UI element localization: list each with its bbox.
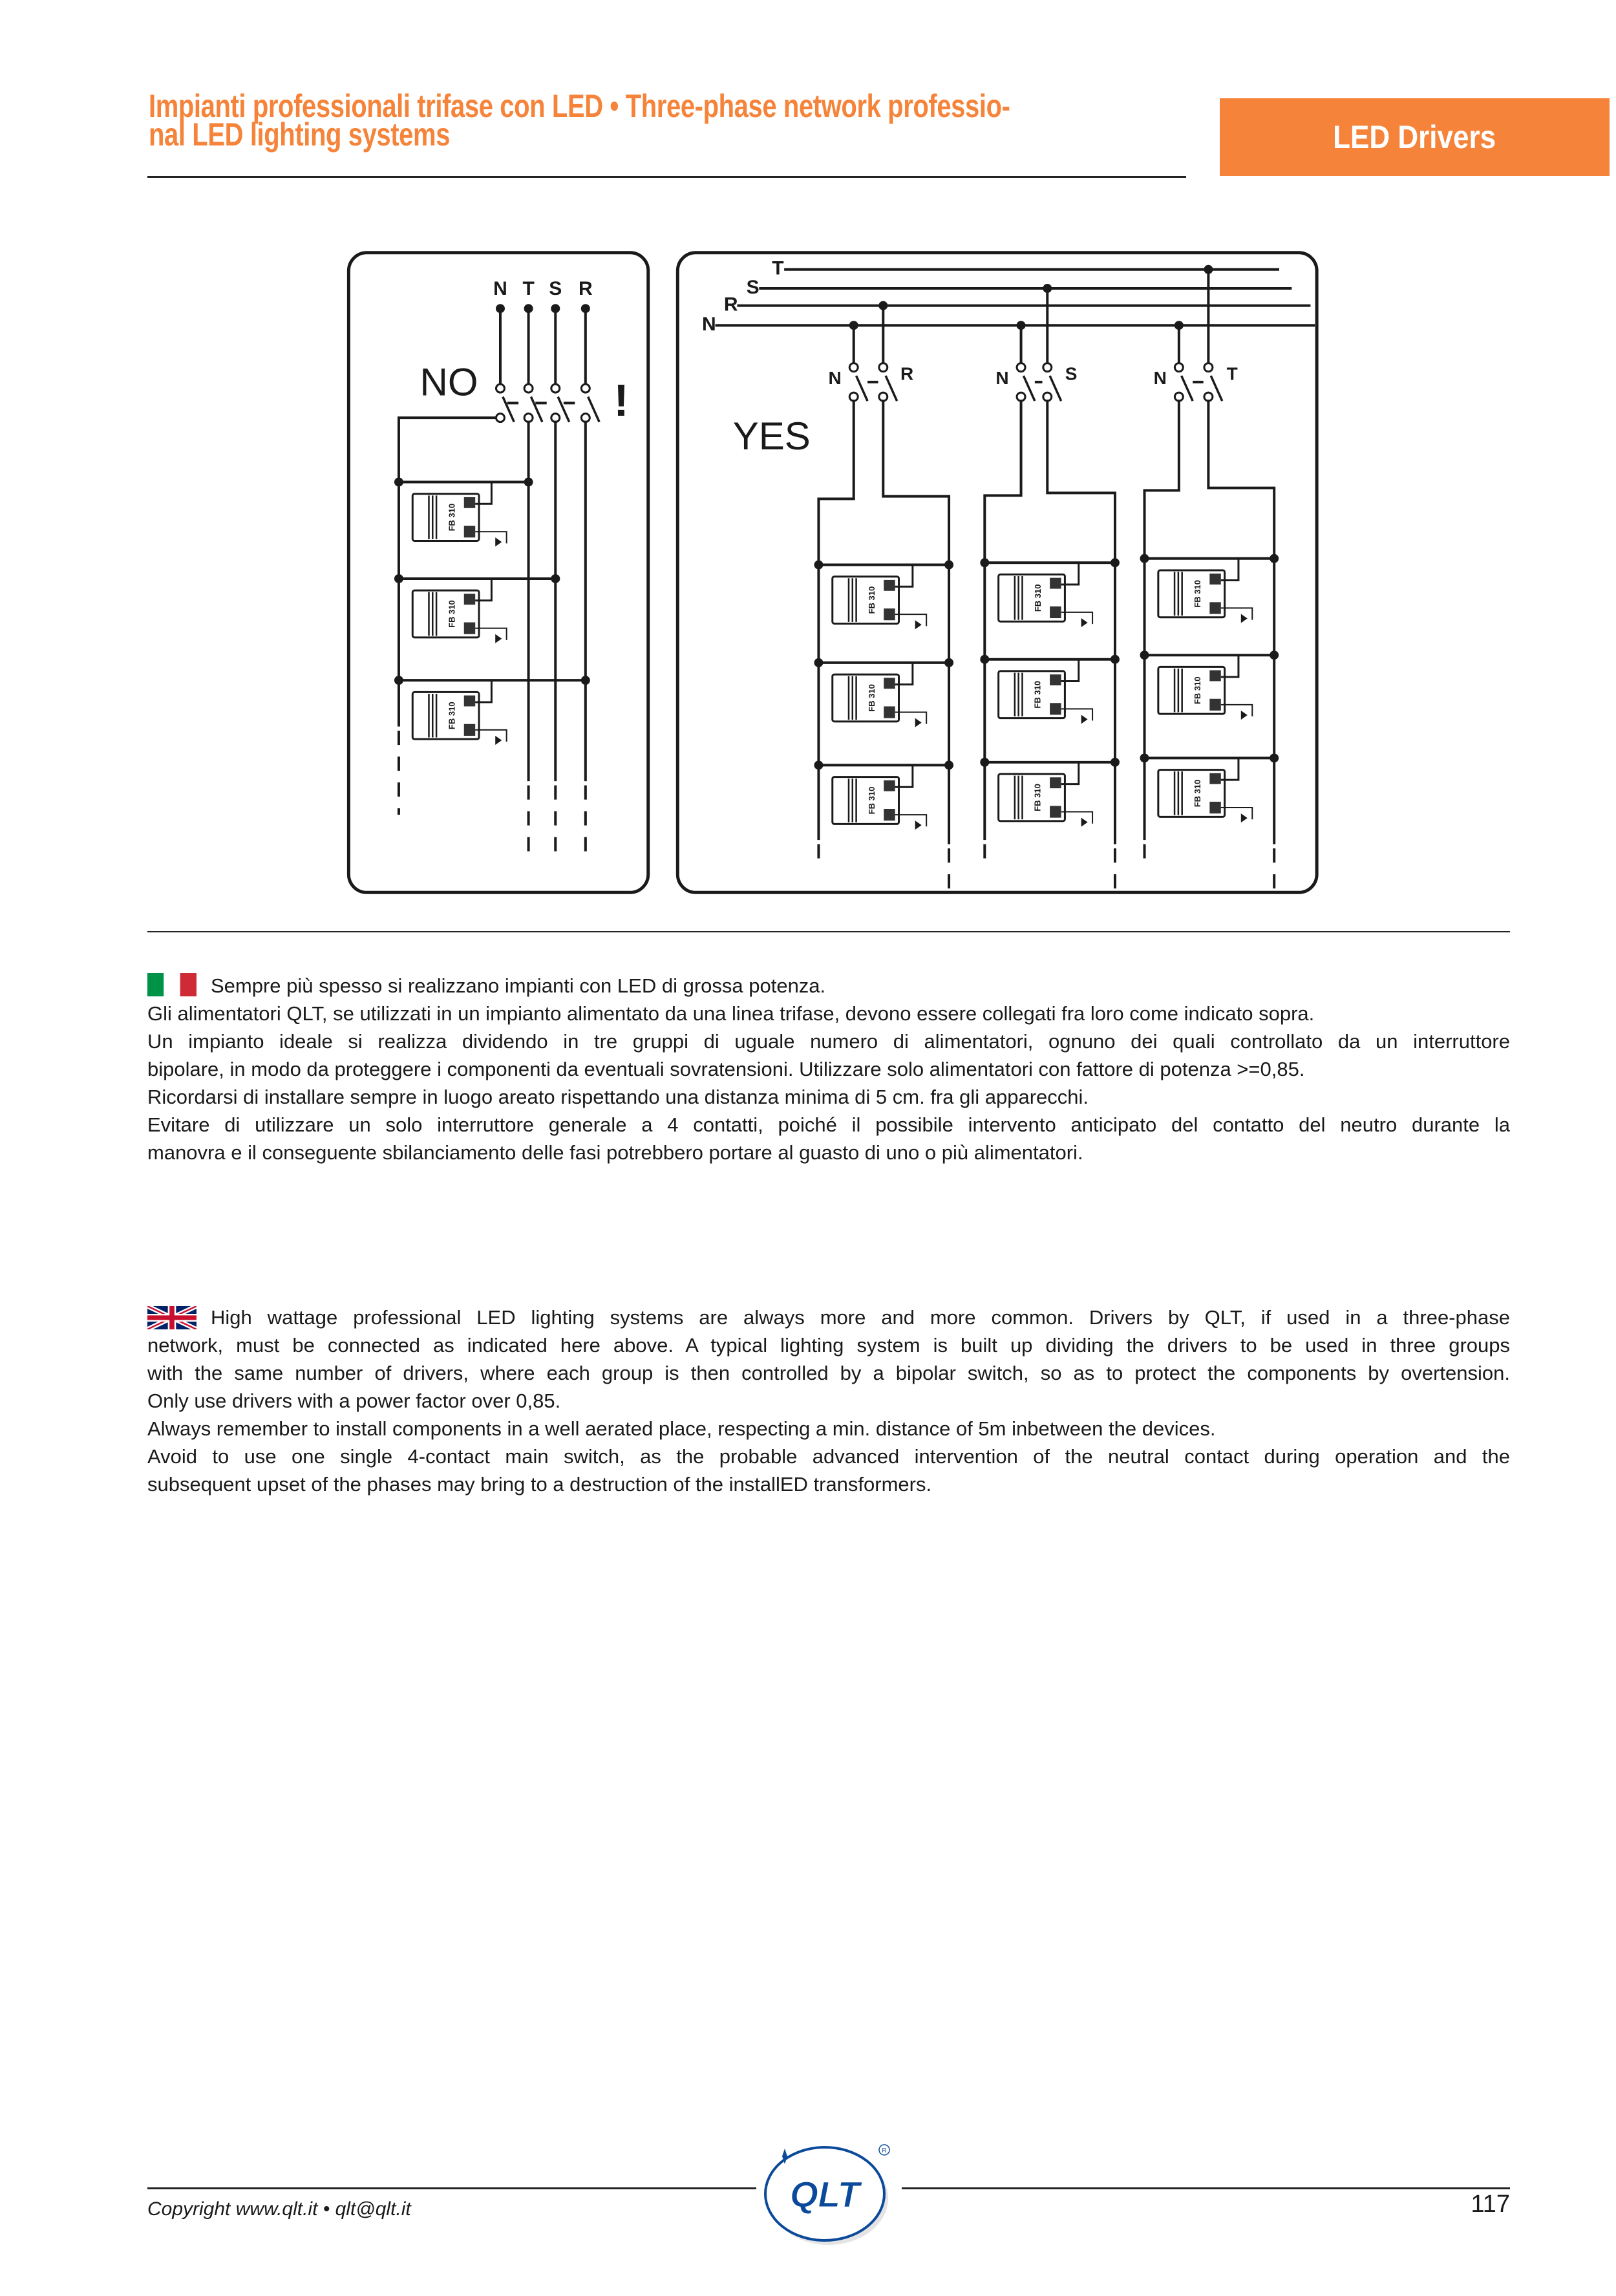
english-line: Only use drivers with a power factor over 0,85. bbox=[147, 1389, 561, 1412]
led-icon bbox=[1241, 711, 1248, 720]
warning-icon: ! bbox=[613, 374, 629, 425]
driver-input-terminal bbox=[1050, 674, 1061, 685]
switch-terminal bbox=[849, 363, 858, 372]
english-line: High wattage professional LED lighting systems are always more and more common. Drivers by QLT, if used in a three-phase bbox=[211, 1306, 1510, 1329]
title-line-1: Impianti professionali trifase con LED • Three-phase network professio- bbox=[149, 88, 1010, 124]
switch-terminal bbox=[524, 384, 533, 392]
italian-line: Sempre più spesso si realizzano impianti con LED di grossa potenza. bbox=[211, 974, 826, 997]
italian-text bbox=[147, 972, 1510, 1166]
switch-label-n: N bbox=[1153, 368, 1167, 389]
uk-flag-icon bbox=[147, 1306, 197, 1329]
junction-dot bbox=[944, 561, 953, 570]
led-icon bbox=[495, 537, 502, 546]
driver-label: FB 310 bbox=[1192, 779, 1202, 808]
switch-terminal bbox=[496, 384, 504, 392]
junction-dot bbox=[980, 758, 989, 767]
italian-line: manovra e il conseguente sbilanciamento delle fasi potrebbero portare al guasto di uno o più alimentatori. bbox=[147, 1141, 1083, 1164]
yes-label: YES bbox=[732, 414, 811, 458]
led-icon bbox=[915, 620, 922, 629]
led-icon bbox=[495, 736, 502, 745]
driver-output-terminal bbox=[464, 526, 475, 537]
driver-label: FB 310 bbox=[866, 786, 877, 815]
driver-input-terminal bbox=[1209, 671, 1220, 681]
switch-terminal bbox=[581, 384, 590, 392]
phase-label: S bbox=[549, 277, 562, 299]
line-label: S bbox=[746, 276, 760, 298]
logo-text: QLT bbox=[790, 2174, 860, 2215]
english-text bbox=[147, 1304, 1510, 1498]
driver-input-terminal bbox=[1209, 773, 1220, 784]
driver-input-terminal bbox=[464, 497, 475, 508]
italian-line: Un impianto ideale si realizza dividendo in tre gruppi di uguale numero di alimentatori, ognuno dei quali controllato da un interruttore bbox=[147, 1030, 1510, 1053]
switch-terminal bbox=[879, 363, 888, 372]
driver-output-terminal bbox=[464, 623, 475, 634]
driver-label: FB 310 bbox=[1192, 676, 1202, 705]
driver-label: FB 310 bbox=[447, 600, 457, 628]
junction-dot bbox=[1111, 558, 1120, 567]
junction-dot bbox=[524, 478, 533, 487]
driver-label: FB 310 bbox=[1032, 680, 1043, 709]
junction-dot bbox=[1270, 650, 1279, 660]
driver-output-terminal bbox=[1209, 602, 1220, 614]
junction-dot bbox=[394, 676, 403, 685]
wiring-diagram bbox=[0, 0, 1616, 905]
driver-output-terminal bbox=[1209, 699, 1220, 711]
driver-output-terminal bbox=[1050, 703, 1061, 714]
section-tab-label: LED Drivers bbox=[1333, 119, 1496, 155]
led-icon bbox=[1241, 813, 1248, 822]
led-icon bbox=[1081, 818, 1088, 827]
switch-terminal bbox=[496, 414, 504, 422]
junction-dot bbox=[814, 561, 823, 570]
driver-output-terminal bbox=[1050, 606, 1061, 618]
line-label: R bbox=[723, 294, 738, 316]
driver-output-terminal bbox=[884, 809, 895, 821]
junction-dot bbox=[394, 478, 403, 487]
junction-dot bbox=[1270, 753, 1279, 762]
driver-output-terminal bbox=[1050, 806, 1061, 817]
driver-label: FB 310 bbox=[866, 586, 877, 614]
driver-output-terminal bbox=[464, 724, 475, 736]
junction-dot bbox=[581, 676, 590, 685]
qlt-logo bbox=[756, 2137, 898, 2253]
english-line: Avoid to use one single 4-contact main switch, as the probable advanced intervention of the neutral contact during operation and the bbox=[147, 1445, 1510, 1468]
copyright-text: Copyright www.qlt.it • qlt@qlt.it bbox=[147, 2198, 411, 2220]
italian-flag-icon bbox=[147, 973, 197, 996]
driver-output-terminal bbox=[884, 706, 895, 718]
svg-text:R: R bbox=[882, 2147, 887, 2154]
footer-rule-left bbox=[147, 2187, 756, 2189]
driver-input-terminal bbox=[884, 678, 895, 689]
line-label: N bbox=[701, 313, 716, 335]
led-icon bbox=[1081, 714, 1088, 724]
led-icon bbox=[915, 821, 922, 830]
page-number: 117 bbox=[1471, 2191, 1510, 2218]
junction-dot bbox=[551, 574, 560, 583]
line-label: T bbox=[772, 257, 784, 279]
italian-line: Evitare di utilizzare un solo interruttore generale a 4 contatti, poiché il possibile intervento anticipato del contatto del neutro durante la bbox=[147, 1113, 1510, 1136]
switch-label-phase: S bbox=[1065, 363, 1078, 384]
junction-dot bbox=[814, 658, 823, 667]
junction-dot bbox=[814, 760, 823, 769]
switch-terminal bbox=[551, 384, 560, 392]
driver-input-terminal bbox=[464, 594, 475, 605]
switch-terminal bbox=[1043, 363, 1052, 372]
phase-label: T bbox=[522, 277, 535, 299]
english-line: network, must be connected as indicated here above. A typical lighting system is built up dividing the drivers to be used in three groups bbox=[147, 1334, 1510, 1357]
phase-label: N bbox=[493, 277, 507, 299]
driver-input-terminal bbox=[1050, 578, 1061, 589]
driver-input-terminal bbox=[884, 780, 895, 791]
junction-dot bbox=[980, 655, 989, 664]
junction-dot bbox=[1140, 753, 1149, 762]
no-label: NO bbox=[420, 360, 478, 404]
driver-input-terminal bbox=[1050, 777, 1061, 788]
driver-output-terminal bbox=[884, 608, 895, 620]
junction-dot bbox=[1111, 758, 1120, 767]
junction-dot bbox=[1140, 554, 1149, 563]
italian-line: Gli alimentatori QLT, se utilizzati in un impianto alimentato da una linea trifase, devono essere collegati fra loro come indicato sopra. bbox=[147, 1002, 1315, 1025]
junction-dot bbox=[1140, 650, 1149, 660]
junction-dot bbox=[944, 658, 953, 667]
switch-terminal bbox=[1017, 363, 1025, 372]
title-line-2: nal LED lighting systems bbox=[149, 116, 451, 153]
driver-label: FB 310 bbox=[1192, 580, 1202, 608]
english-line: Always remember to install components in a well aerated place, respecting a min. distance of 5m inbetween the devices. bbox=[147, 1417, 1216, 1440]
phase-label: R bbox=[578, 277, 593, 299]
driver-label: FB 310 bbox=[866, 684, 877, 712]
italian-line: bipolare, in modo da proteggere i componenti da eventuali sovratensioni. Utilizzare solo alimentatori con fattore di potenza >=0,85. bbox=[147, 1058, 1305, 1080]
driver-input-terminal bbox=[884, 580, 895, 591]
switch-label-phase: T bbox=[1226, 363, 1238, 384]
diagram-divider bbox=[147, 931, 1510, 932]
italian-line: Ricordarsi di installare sempre in luogo areato rispettando una distanza minima di 5 cm. fra gli apparecchi. bbox=[147, 1086, 1089, 1108]
led-icon bbox=[1241, 614, 1248, 623]
switch-terminal bbox=[1175, 363, 1183, 372]
driver-label: FB 310 bbox=[1032, 584, 1043, 612]
english-line: with the same number of drivers, where each group is then controlled by a bipolar switch, so as to protect the components by overtension. bbox=[147, 1362, 1510, 1384]
no-panel bbox=[348, 253, 648, 892]
driver-input-terminal bbox=[464, 696, 475, 707]
driver-input-terminal bbox=[1209, 574, 1220, 585]
junction-dot bbox=[1111, 655, 1120, 664]
driver-output-terminal bbox=[1209, 802, 1220, 813]
driver-label: FB 310 bbox=[1032, 784, 1043, 811]
footer-rule-right bbox=[902, 2187, 1510, 2189]
led-icon bbox=[915, 718, 922, 727]
junction-dot bbox=[944, 760, 953, 769]
switch-label-phase: R bbox=[900, 363, 914, 384]
led-icon bbox=[1081, 618, 1088, 627]
junction-dot bbox=[980, 558, 989, 567]
switch-terminal bbox=[1204, 363, 1213, 372]
junction-dot bbox=[1270, 554, 1279, 563]
led-icon bbox=[495, 634, 502, 643]
driver-label: FB 310 bbox=[447, 702, 457, 730]
junction-dot bbox=[394, 574, 403, 583]
switch-label-n: N bbox=[995, 368, 1009, 389]
driver-label: FB 310 bbox=[447, 503, 457, 531]
switch-label-n: N bbox=[828, 368, 842, 389]
english-line: subsequent upset of the phases may bring to a destruction of the installED transformers. bbox=[147, 1473, 932, 1496]
